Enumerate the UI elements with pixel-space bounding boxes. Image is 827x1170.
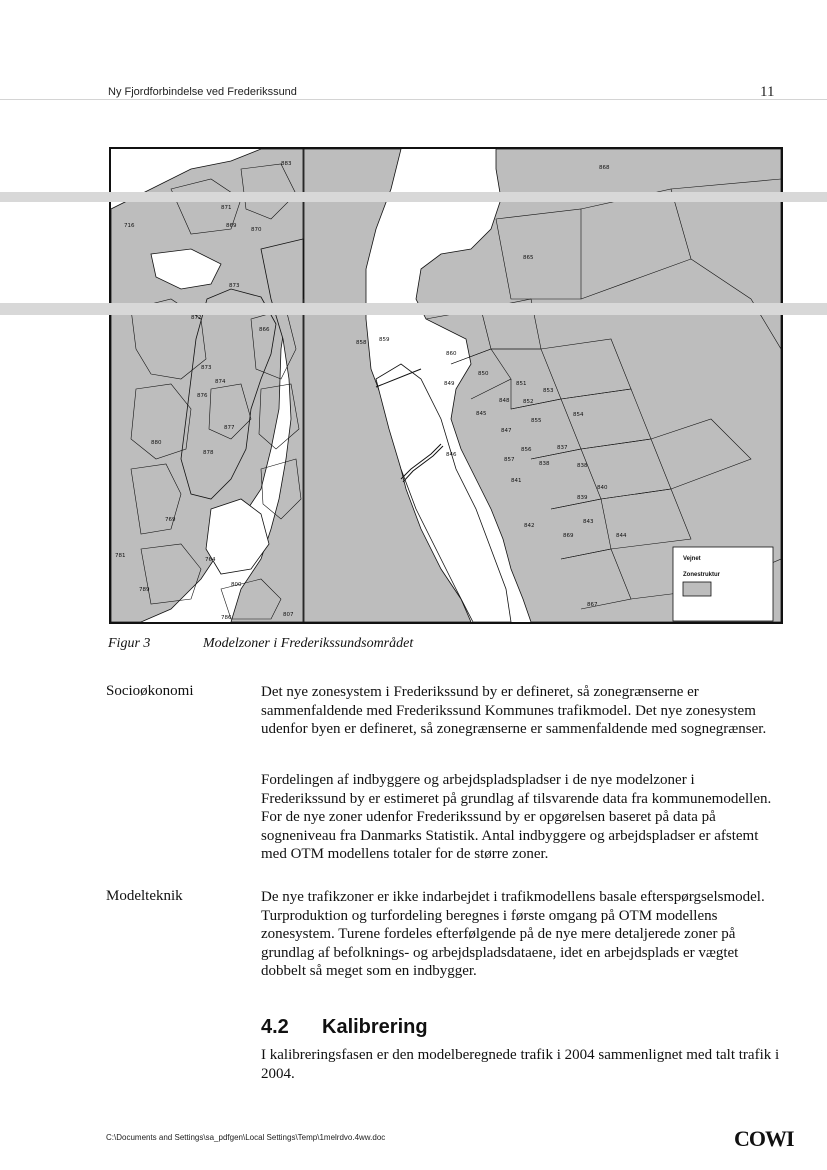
zone-label-848: 848	[499, 398, 510, 404]
zone-label-874: 874	[215, 379, 226, 385]
zone-label-855: 855	[531, 418, 542, 424]
zone-label-764: 764	[205, 557, 216, 563]
zone-label-840: 840	[597, 485, 608, 491]
zone-label-853: 853	[543, 388, 554, 394]
zone-label-786: 786	[221, 615, 232, 621]
zone-label-852: 852	[523, 399, 534, 405]
zone-label-850: 850	[478, 371, 489, 377]
paragraph-trafikzoner: De nye trafikzoner er ikke indarbejdet i trafikmodellens basale efterspørgselsmodel. Turproduktion og turfordeling beregnes i første omgang på OTM modellens zonesystem. Turene fordeles efterfølgende på de nye mere detaljerede zoner på grundlag af befolknings- og arbejdspladsdataene, idet en arbejdsplads er vægtet dobbelt så meget som en indbygger.	[261, 889, 765, 980]
zone-label-837: 837	[557, 445, 568, 451]
figure-caption: Modelzoner i Frederikssundsområdet	[203, 636, 414, 651]
section-number: 4.2	[261, 1016, 289, 1038]
zone-label-877: 877	[224, 425, 235, 431]
zone-label-854: 854	[573, 412, 584, 418]
scan-artifact-band	[0, 192, 827, 202]
zone-label-843: 843	[583, 519, 594, 525]
zone-label-867: 867	[587, 602, 598, 608]
zone-label-870: 870	[251, 227, 262, 233]
zone-label-846: 846	[446, 452, 457, 458]
zone-label-789: 789	[139, 587, 150, 593]
zone-label-769: 769	[165, 517, 176, 523]
zone-label-868: 868	[599, 165, 610, 171]
zone-label-871: 871	[221, 205, 232, 211]
figure-label: Figur 3	[108, 636, 151, 651]
zone-label-841: 841	[511, 478, 522, 484]
zone-label-869b: 869	[563, 533, 574, 539]
zone-label-869: 869	[226, 223, 237, 229]
side-label-socioeconomy: Socioøkonomi	[106, 683, 194, 699]
zone-label-859: 859	[379, 337, 390, 343]
footer-logo: COWI	[734, 1126, 794, 1151]
legend-road-label: Vejnet	[683, 556, 701, 562]
zone-label-872: 872	[191, 315, 202, 321]
zone-label-845: 845	[476, 411, 487, 417]
paragraph-fordeling: Fordelingen af indbyggere og arbejdspladspladser i de nye modelzoner i Frederikssund by er estimeret på grundlag af tilsvarende data fra kommunemodellen. For de nye zoner udenfor Frederikssund by er opgørelsen baseret på data på sogneniveau fra Danmarks Statistik. Antal indbyggere og arbejdspladser er afstemt med OTM modellens totaler for de større zoner.	[261, 772, 772, 863]
zone-label-838b: 838	[577, 463, 588, 469]
zone-label-716: 716	[124, 223, 135, 229]
footer-file-path: C:\Documents and Settings\sa_pdfgen\Local Settings\Temp\1melrdvo.4ww.doc	[106, 1133, 386, 1142]
legend-zone-swatch	[683, 582, 711, 596]
zone-label-865: 865	[523, 255, 534, 261]
zone-label-856: 856	[521, 447, 532, 453]
header-rule	[0, 99, 827, 100]
running-header-title: Ny Fjordforbindelse ved Frederikssund	[108, 86, 297, 98]
zone-map-svg	[111, 149, 781, 622]
zone-map	[109, 147, 783, 624]
zone-label-839: 839	[577, 495, 588, 501]
zone-label-878: 878	[203, 450, 214, 456]
zone-label-842: 842	[524, 523, 535, 529]
zone-label-851: 851	[516, 381, 527, 387]
scan-artifact-band	[0, 303, 827, 315]
zone-label-781: 781	[115, 553, 126, 559]
zone-label-838a: 838	[539, 461, 550, 467]
side-label-modelteknik: Modelteknik	[106, 888, 183, 904]
zone-label-800: 800	[231, 582, 242, 588]
zone-label-807: 807	[283, 612, 294, 618]
page-number: 11	[760, 84, 775, 100]
zone-label-883: 883	[281, 161, 292, 167]
zone-label-873a: 873	[229, 283, 240, 289]
zone-label-844: 844	[616, 533, 627, 539]
paragraph-zonesystem: Det nye zonesystem i Frederikssund by er defineret, så zonegrænserne er sammenfaldende med Frederikssund Kommunes trafikmodel. Det nye zonesystem udenfor byen er defineret, så zonegrænserne er sammenfaldende med sognegrænser.	[261, 684, 767, 738]
zone-label-860: 860	[446, 351, 457, 357]
zone-label-858: 858	[356, 340, 367, 346]
legend-zone-label: Zonestruktur	[683, 572, 721, 578]
zone-label-849: 849	[444, 381, 455, 387]
zone-label-847: 847	[501, 428, 512, 434]
section-title: Kalibrering	[322, 1016, 428, 1038]
zone-label-873b: 873	[201, 365, 212, 371]
zone-label-857: 857	[504, 457, 515, 463]
zone-label-880: 880	[151, 440, 162, 446]
zone-label-866: 866	[259, 327, 270, 333]
zone-label-876: 876	[197, 393, 208, 399]
paragraph-kalibrering: I kalibreringsfasen er den modelberegnede trafik i 2004 sammenlignet med talt trafik i 2004.	[261, 1047, 780, 1082]
